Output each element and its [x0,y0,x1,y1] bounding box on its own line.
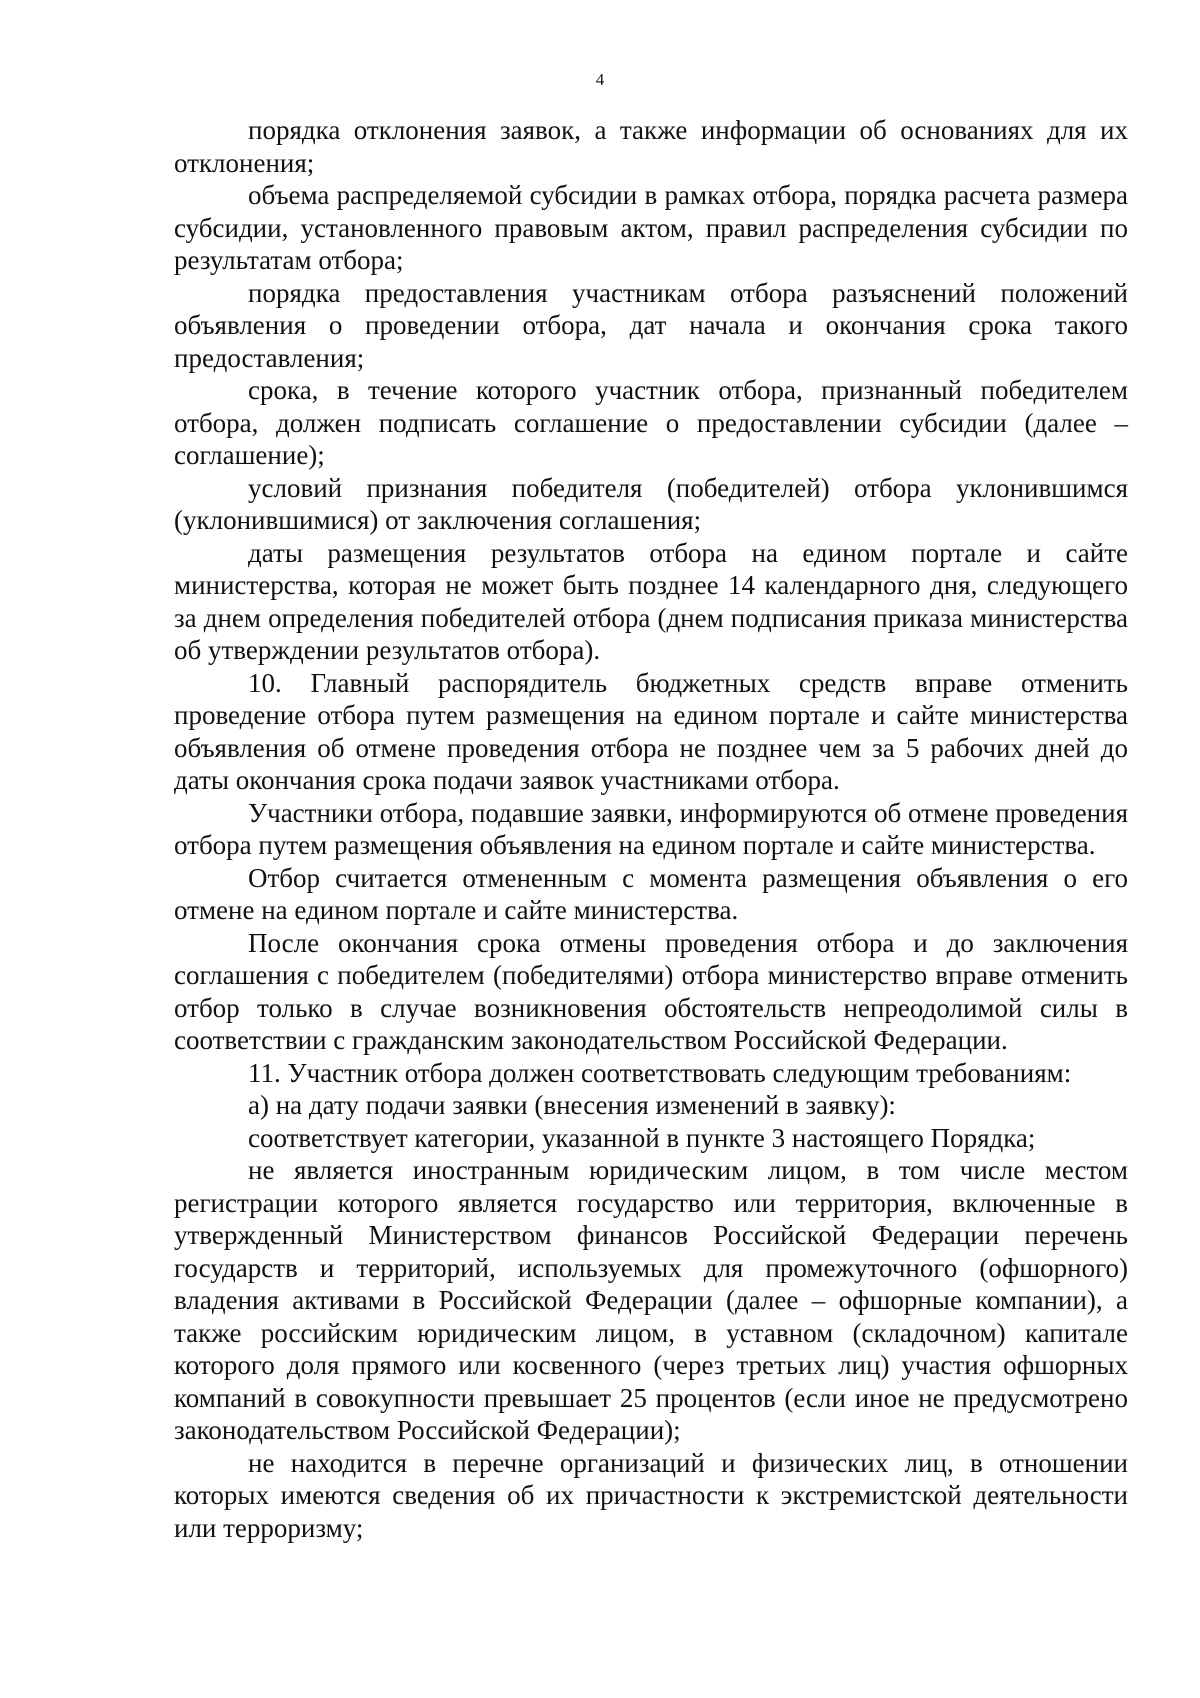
paragraph-evasion-conditions: условий признания победителя (победителей) отбора уклонившимся (уклонившимися) от заключения соглашения; [174,472,1128,535]
paragraph-category: соответствует категории, указанной в пункте 3 настоящего Порядка; [248,1122,1036,1153]
paragraph-rejection-order: порядка отклонения заявок, а также информации об основаниях для их отклонения; [174,115,1128,178]
paragraph-offshore: не является иностранным юридическим лицом, в том числе местом регистрации которого является государство или территория, включенные в утвержденный Министерством финансов Российской Федерации перечень государств и территорий, используемых для промежуточного (офшорного) владения активами в Российской Федерации (далее – офшорные компании), а также российским юридическим лицом, в уставном (складочном) капитале которого доля прямого или косвенного (через третьих лиц) участия офшорных компаний в совокупности превышает 25 процентов (если иное не предусмотрено законодательством Российской Федерации); [174,1155,1128,1445]
paragraph-participants-informed: Участники отбора, подавшие заявки, информируются об отмене проведения отбора путем размещения объявления на едином портале и сайте министерства. [174,797,1128,860]
paragraph-extremism-list: не находится в перечне организаций и физических лиц, в отношении которых имеются сведения об их причастности к экстремистской деятельности или терроризму; [174,1447,1128,1543]
paragraph-item-10: 10. Главный распорядитель бюджетных средств вправе отменить проведение отбора путем размещения на едином портале и сайте министерства объявления об отмене проведения отбора не позднее чем за 5 рабочих дней до даты окончания срока подачи заявок участниками отбора. [174,667,1128,795]
paragraph-item-11: 11. Участник отбора должен соответствовать следующим требованиям: [248,1057,1072,1088]
document-body [174,114,1128,1544]
paragraph-selection-cancelled: Отбор считается отмененным с момента размещения объявления о его отмене на едином портале и сайте министерства. [174,862,1128,925]
paragraph-force-majeure: После окончания срока отмены проведения отбора и до заключения соглашения с победителем (победителями) отбора министерство вправе отменить отбор только в случае возникновения обстоятельств непреодолимой силы в соответствии с гражданским законодательством Российской Федерации. [174,927,1128,1055]
paragraph-item-11-a: а) на дату подачи заявки (внесения изменений в заявку): [248,1090,896,1120]
page-number: 4 [595,70,605,89]
paragraph-subsidy-volume: объема распределяемой субсидии в рамках отбора, порядка расчета размера субсидии, установленного правовым актом, правил распределения субсидии по результатам отбора; [174,180,1128,275]
paragraph-agreement-term: срока, в течение которого участник отбора, признанный победителем отбора, должен подписать соглашение о предоставлении субсидии (далее – соглашение); [174,375,1128,470]
paragraph-clarifications: порядка предоставления участникам отбора разъяснений положений объявления о проведении отбора, дат начала и окончания срока такого предоставления; [174,277,1128,373]
paragraph-results-date: даты размещения результатов отбора на едином портале и сайте министерства, которая не может быть позднее 14 календарного дня, следующего за днем определения победителей отбора (днем подписания приказа министерства об утверждении результатов отбора). [174,537,1128,665]
